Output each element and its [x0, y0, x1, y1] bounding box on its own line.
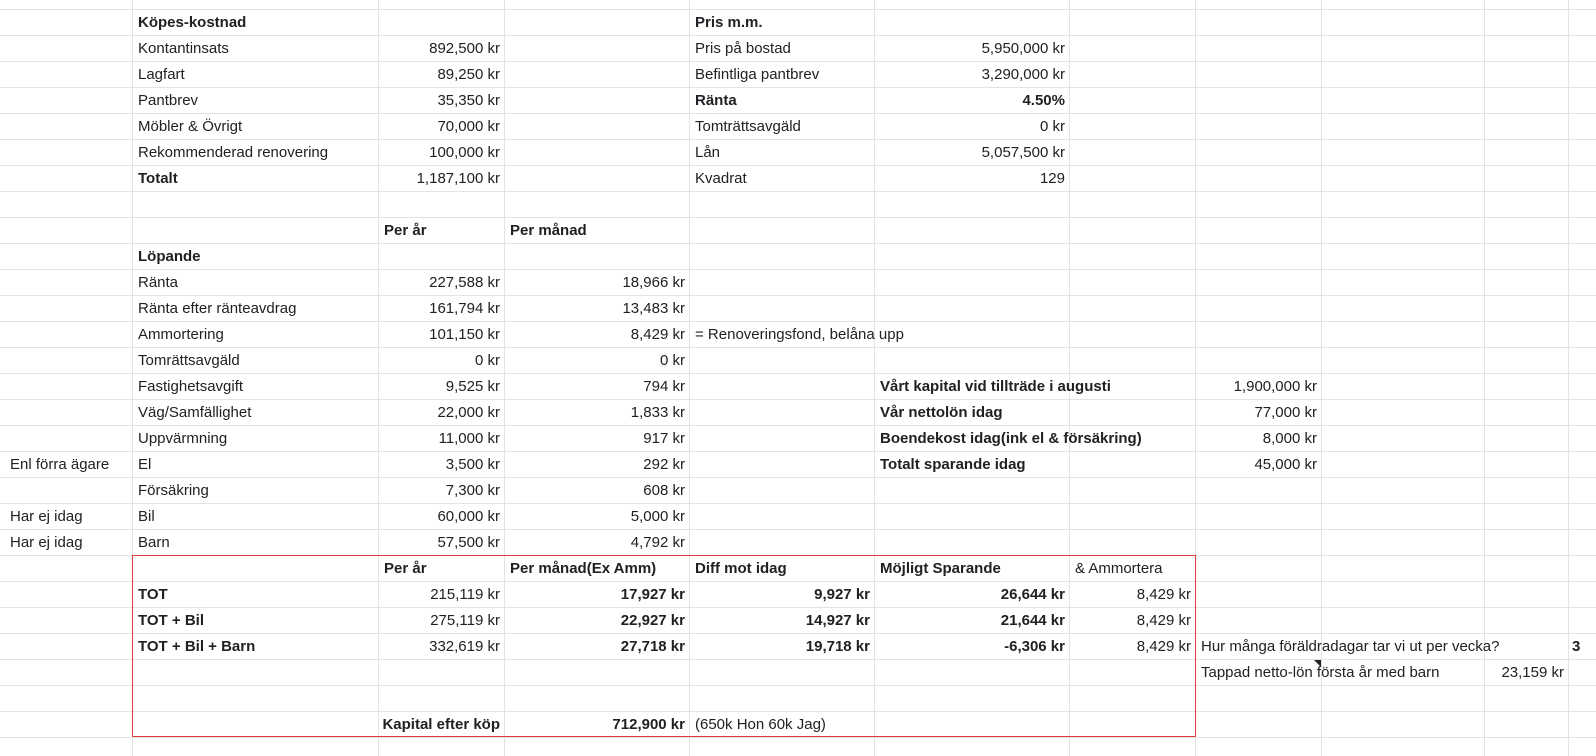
summary-diff[interactable]: 9,927 kr — [814, 586, 870, 603]
lopande-year[interactable]: 7,300 kr — [445, 482, 500, 499]
lopande-year[interactable]: 60,000 kr — [437, 508, 500, 525]
kopeskostnad-label[interactable]: Rekommenderad renovering — [138, 144, 329, 161]
lopande-year[interactable]: 9,525 kr — [445, 378, 500, 395]
foraldra-lost-label[interactable]: Tappad netto-lön första år med barn — [1201, 664, 1440, 681]
lopande-month[interactable]: 5,000 kr — [630, 508, 685, 525]
kopeskostnad-total-label[interactable]: Totalt — [138, 170, 178, 187]
kopeskostnad-header[interactable]: Köpes-kostnad — [138, 14, 247, 31]
lopande-label[interactable]: Uppvärmning — [138, 430, 228, 447]
kopeskostnad-label[interactable]: Kontantinsats — [138, 40, 229, 57]
pris-label[interactable]: Befintliga pantbrev — [695, 66, 820, 83]
lopande-note[interactable]: Enl förra ägare — [10, 456, 110, 473]
pris-label[interactable]: Tomträttsavgäld — [695, 118, 801, 135]
lopande-year[interactable]: 11,000 kr — [438, 430, 500, 447]
summary-header[interactable]: Diff mot idag — [695, 560, 787, 577]
pris-value[interactable]: 0 kr — [1039, 118, 1065, 135]
lopande-header[interactable]: Löpande — [138, 248, 201, 265]
kopeskostnad-total-value[interactable]: 1,187,100 kr — [416, 170, 500, 187]
summary-year[interactable]: 332,619 kr — [429, 638, 500, 655]
kopeskostnad-value[interactable]: 89,250 kr — [437, 66, 500, 83]
lopande-col-year[interactable]: Per år — [384, 222, 427, 239]
kapital-value[interactable]: 1,900,000 kr — [1233, 378, 1317, 395]
kopeskostnad-label[interactable]: Möbler & Övrigt — [138, 118, 243, 135]
summary-header[interactable]: Per månad(Ex Amm) — [510, 560, 657, 577]
summary-header[interactable]: & Ammortera — [1075, 560, 1163, 577]
summary-year[interactable]: 215,119 kr — [430, 586, 500, 603]
lopande-year[interactable]: 0 kr — [474, 352, 500, 369]
kopeskostnad-value[interactable]: 892,500 kr — [429, 40, 500, 57]
summary-saving[interactable]: 21,644 kr — [1000, 612, 1065, 629]
kapital-label[interactable]: Vårt kapital vid tillträde i augusti — [880, 378, 1111, 395]
capital-after-label[interactable]: Kapital efter köp — [382, 716, 500, 733]
lopande-label[interactable]: Försäkring — [138, 482, 209, 499]
lopande-comment[interactable]: = Renoveringsfond, belåna upp — [695, 326, 904, 343]
lopande-month[interactable]: 1,833 kr — [630, 404, 685, 421]
lopande-year[interactable]: 22,000 kr — [437, 404, 500, 421]
lopande-label[interactable]: Tomrättsavgäld — [138, 352, 240, 369]
summary-row-label[interactable]: TOT + Bil — [138, 612, 204, 629]
row-divider — [0, 217, 1596, 218]
foraldra-answer[interactable]: 3 — [1572, 638, 1581, 655]
lopande-month[interactable]: 917 kr — [643, 430, 685, 447]
summary-year[interactable]: 275,119 kr — [430, 612, 500, 629]
kapital-label[interactable]: Totalt sparande idag — [880, 456, 1026, 473]
pris-value[interactable]: 5,057,500 kr — [981, 144, 1065, 161]
comment-indicator-icon[interactable] — [1314, 660, 1321, 667]
lopande-note[interactable]: Har ej idag — [10, 508, 83, 525]
pris-label[interactable]: Lån — [695, 144, 721, 161]
kopeskostnad-value[interactable]: 100,000 kr — [429, 144, 500, 161]
kopeskostnad-label[interactable]: Pantbrev — [138, 92, 199, 109]
lopande-label[interactable]: Ränta efter ränteavdrag — [138, 300, 297, 317]
pris-label[interactable]: Pris på bostad — [695, 40, 791, 57]
summary-month[interactable]: 22,927 kr — [620, 612, 685, 629]
lopande-year[interactable]: 161,794 kr — [429, 300, 500, 317]
summary-saving[interactable]: -6,306 kr — [1004, 638, 1065, 655]
kopeskostnad-label[interactable]: Lagfart — [138, 66, 185, 83]
summary-amort[interactable]: 8,429 kr — [1136, 638, 1191, 655]
summary-diff[interactable]: 19,718 kr — [805, 638, 870, 655]
lopande-year[interactable]: 3,500 kr — [445, 456, 500, 473]
lopande-note[interactable]: Har ej idag — [10, 534, 83, 551]
summary-amort[interactable]: 8,429 kr — [1136, 586, 1191, 603]
lopande-month[interactable]: 8,429 kr — [630, 326, 685, 343]
lopande-label[interactable]: Fastighetsavgift — [138, 378, 244, 395]
pris-label[interactable]: Ränta — [695, 92, 737, 109]
pris-header[interactable]: Pris m.m. — [695, 14, 763, 31]
lopande-year[interactable]: 101,150 kr — [429, 326, 500, 343]
capital-after-value[interactable]: 712,900 kr — [612, 716, 685, 733]
summary-saving[interactable]: 26,644 kr — [1000, 586, 1065, 603]
lopande-year[interactable]: 57,500 kr — [437, 534, 500, 551]
pris-value[interactable]: 4.50% — [1022, 92, 1065, 109]
lopande-label[interactable]: Väg/Samfällighet — [138, 404, 252, 421]
lopande-month[interactable]: 18,966 kr — [622, 274, 685, 291]
pris-value[interactable]: 129 — [1039, 170, 1065, 187]
foraldra-lost-value[interactable]: 23,159 kr — [1501, 664, 1564, 681]
summary-month[interactable]: 17,927 kr — [620, 586, 685, 603]
lopande-label[interactable]: Ränta — [138, 274, 179, 291]
lopande-label[interactable]: Ammortering — [138, 326, 224, 343]
lopande-month[interactable]: 4,792 kr — [630, 534, 685, 551]
pris-value[interactable]: 3,290,000 kr — [981, 66, 1065, 83]
lopande-label[interactable]: Barn — [138, 534, 170, 551]
capital-after-comment[interactable]: (650k Hon 60k Jag) — [695, 716, 826, 733]
summary-row-label[interactable]: TOT + Bil + Barn — [138, 638, 256, 655]
kopeskostnad-value[interactable]: 35,350 kr — [437, 92, 500, 109]
pris-value[interactable]: 5,950,000 kr — [981, 40, 1065, 57]
lopande-col-month[interactable]: Per månad — [510, 222, 587, 239]
kapital-value[interactable]: 45,000 kr — [1254, 456, 1317, 473]
lopande-label[interactable]: El — [138, 456, 152, 473]
summary-amort[interactable]: 8,429 kr — [1136, 612, 1191, 629]
lopande-month[interactable]: 608 kr — [643, 482, 685, 499]
lopande-month[interactable]: 292 kr — [643, 456, 685, 473]
summary-header[interactable]: Möjligt Sparande — [880, 560, 1001, 577]
summary-month[interactable]: 27,718 kr — [620, 638, 685, 655]
foraldra-question[interactable]: Hur många föräldradagar tar vi ut per vecka? — [1201, 638, 1500, 655]
kopeskostnad-value[interactable]: 70,000 kr — [437, 118, 500, 135]
kapital-value[interactable]: 8,000 kr — [1262, 430, 1317, 447]
lopande-label[interactable]: Bil — [138, 508, 155, 525]
summary-diff[interactable]: 14,927 kr — [805, 612, 870, 629]
pris-label[interactable]: Kvadrat — [695, 170, 747, 187]
lopande-year[interactable]: 227,588 kr — [429, 274, 500, 291]
kapital-label[interactable]: Vår nettolön idag — [880, 404, 1003, 421]
lopande-month[interactable]: 13,483 kr — [622, 300, 685, 317]
summary-header[interactable]: Per år — [384, 560, 427, 577]
kapital-label[interactable]: Boendekost idag(ink el & försäkring) — [880, 430, 1142, 447]
summary-row-label[interactable]: TOT — [138, 586, 168, 603]
kapital-value[interactable]: 77,000 kr — [1254, 404, 1317, 421]
lopande-month[interactable]: 794 kr — [643, 378, 685, 395]
lopande-month[interactable]: 0 kr — [659, 352, 685, 369]
